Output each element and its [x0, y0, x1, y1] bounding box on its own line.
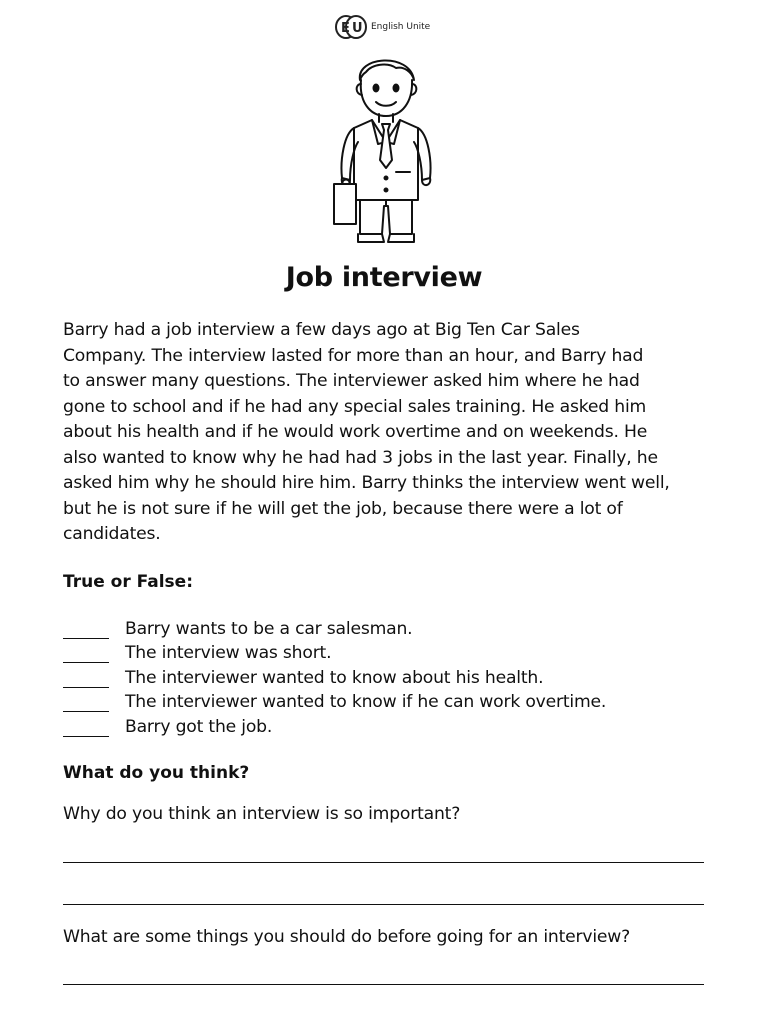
true-false-item — [63, 688, 713, 713]
passage-line: about his health and if he would work overtime and on weekends. He — [63, 422, 648, 442]
passage-line: candidates. — [63, 524, 161, 544]
discussion-question-1: Why do you think an interview is so important? — [63, 804, 461, 824]
passage-line: Barry had a job interview a few days ago at Big Ten Car Sales — [63, 320, 580, 340]
answer-line[interactable] — [63, 862, 704, 863]
businessman-illustration — [326, 50, 442, 246]
answer-line[interactable] — [63, 984, 704, 985]
true-false-item — [63, 614, 713, 639]
answer-blank[interactable] — [63, 621, 109, 639]
discussion-heading: What do you think? — [63, 763, 250, 783]
true-false-list — [63, 614, 713, 737]
true-false-heading: True or False: — [63, 572, 194, 592]
true-false-item — [63, 663, 713, 688]
passage-line: also wanted to know why he had had 3 jobs in the last year. Finally, he — [63, 447, 658, 468]
svg-text:E: E — [341, 21, 350, 36]
statement-text: The interviewer wanted to know about his health. — [125, 667, 544, 688]
discussion-question-2: What are some things you should do before going for an interview? — [63, 927, 631, 947]
answer-blank[interactable] — [63, 645, 109, 663]
svg-text:U: U — [352, 21, 363, 36]
true-false-item — [63, 639, 713, 664]
answer-blank[interactable] — [63, 719, 109, 737]
passage-line: asked him why he should hire him. Barry thinks the interview went well, — [63, 473, 670, 493]
answer-line[interactable] — [63, 904, 704, 905]
passage-line: gone to school and if he had any special sales training. He asked him — [63, 396, 647, 417]
true-false-item — [63, 712, 713, 737]
answer-blank[interactable] — [63, 694, 109, 712]
reading-passage — [63, 318, 711, 548]
statement-text: The interviewer wanted to know if he can work overtime. — [125, 692, 607, 712]
statement-text: Barry wants to be a car salesman. — [125, 618, 413, 639]
worksheet-title: Job interview — [285, 262, 483, 293]
passage-line: but he is not sure if he will get the job, because there were a lot of — [63, 498, 623, 519]
passage-line: Company. The interview lasted for more than an hour, and Barry had — [63, 345, 644, 366]
passage-line: to answer many questions. The interviewer asked him where he had — [63, 371, 640, 391]
english-unite-logo — [334, 14, 430, 40]
answer-blank[interactable] — [63, 670, 109, 688]
eu-logo-icon — [334, 14, 368, 40]
statement-text: Barry got the job. — [125, 716, 273, 737]
statement-text: The interview was short. — [125, 643, 332, 663]
logo-text: English Unite — [371, 22, 431, 32]
